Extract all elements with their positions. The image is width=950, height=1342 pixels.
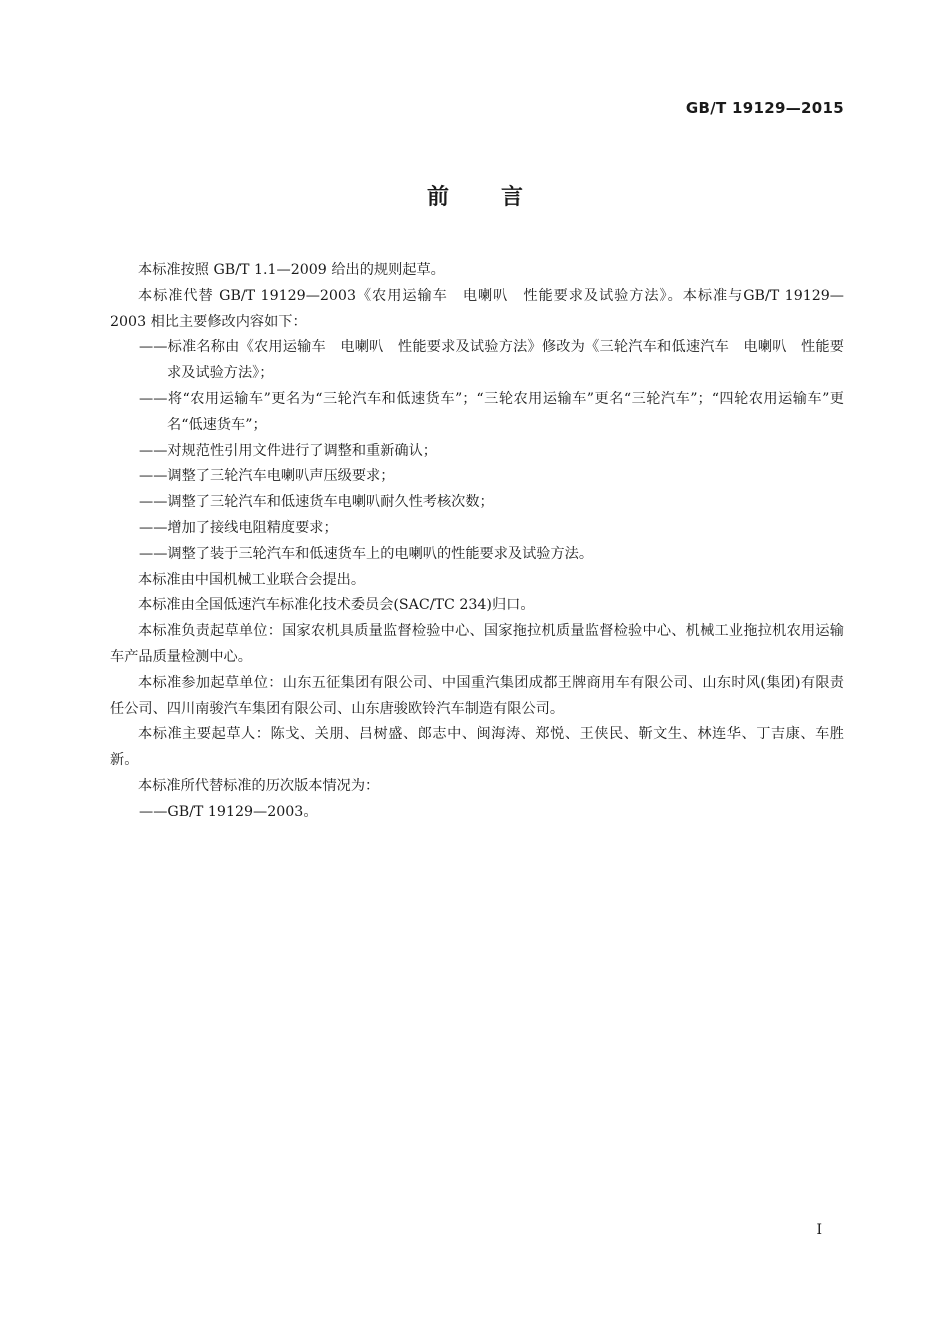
- list-item: ——调整了装于三轮汽车和低速货车上的电喇叭的性能要求及试验方法。: [139, 545, 594, 562]
- paragraph: 本标准参加起草单位：山东五征集团有限公司、中国重汽集团成都王牌商用车有限公司、山东时风(集团)有限责任公司、四川南骏汽车集团有限公司、山东唐骏欧铃汽车制造有限公司。: [110, 674, 844, 717]
- page-number: I: [816, 1222, 822, 1238]
- standard-number: GB/T 19129—2015: [685, 99, 844, 117]
- list-item: ——对规范性引用文件进行了调整和重新确认；: [139, 442, 437, 459]
- paragraph: 本标准由全国低速汽车标准化技术委员会(SAC/TC 234)归口。: [138, 597, 535, 614]
- list-item: ——GB/T 19129—2003。: [139, 803, 318, 820]
- list-item: ——调整了三轮汽车电喇叭声压级要求；: [139, 468, 395, 485]
- paragraph: 本标准由中国机械工业联合会提出。: [138, 571, 366, 588]
- list-item: ——标准名称由《农用运输车 电喇叭 性能要求及试验方法》修改为《三轮汽车和低速汽车 电喇叭 性能要求及试验方法》；: [139, 339, 844, 382]
- list-item: ——将“农用运输车”更名为“三轮汽车和低速货车”；“三轮农用运输车”更名“三轮汽车”；“四轮农用运输车”更名“低速货车”；: [139, 390, 844, 433]
- list-item: ——调整了三轮汽车和低速货车电喇叭耐久性考核次数；: [139, 494, 494, 511]
- foreword-body: [110, 258, 844, 826]
- paragraph: 本标准代替 GB/T 19129—2003《农用运输车 电喇叭 性能要求及试验方法》。本标准与GB/T 19129—2003 相比主要修改内容如下：: [110, 287, 844, 330]
- paragraph: 本标准主要起草人：陈戈、关朋、吕树盛、郎志中、闽海涛、郑悦、王侠民、靳文生、林连华、丁吉康、车胜新。: [110, 726, 844, 769]
- paragraph: 本标准负责起草单位：国家农机具质量监督检验中心、国家拖拉机质量监督检验中心、机械工业拖拉机农用运输车产品质量检测中心。: [110, 623, 844, 665]
- paragraph: 本标准所代替标准的历次版本情况为：: [138, 777, 380, 794]
- paragraph: 本标准按照 GB/T 1.1—2009 给出的规则起草。: [138, 262, 445, 278]
- list-item: ——增加了接线电阻精度要求；: [139, 519, 338, 536]
- page-title: 前言: [426, 185, 575, 210]
